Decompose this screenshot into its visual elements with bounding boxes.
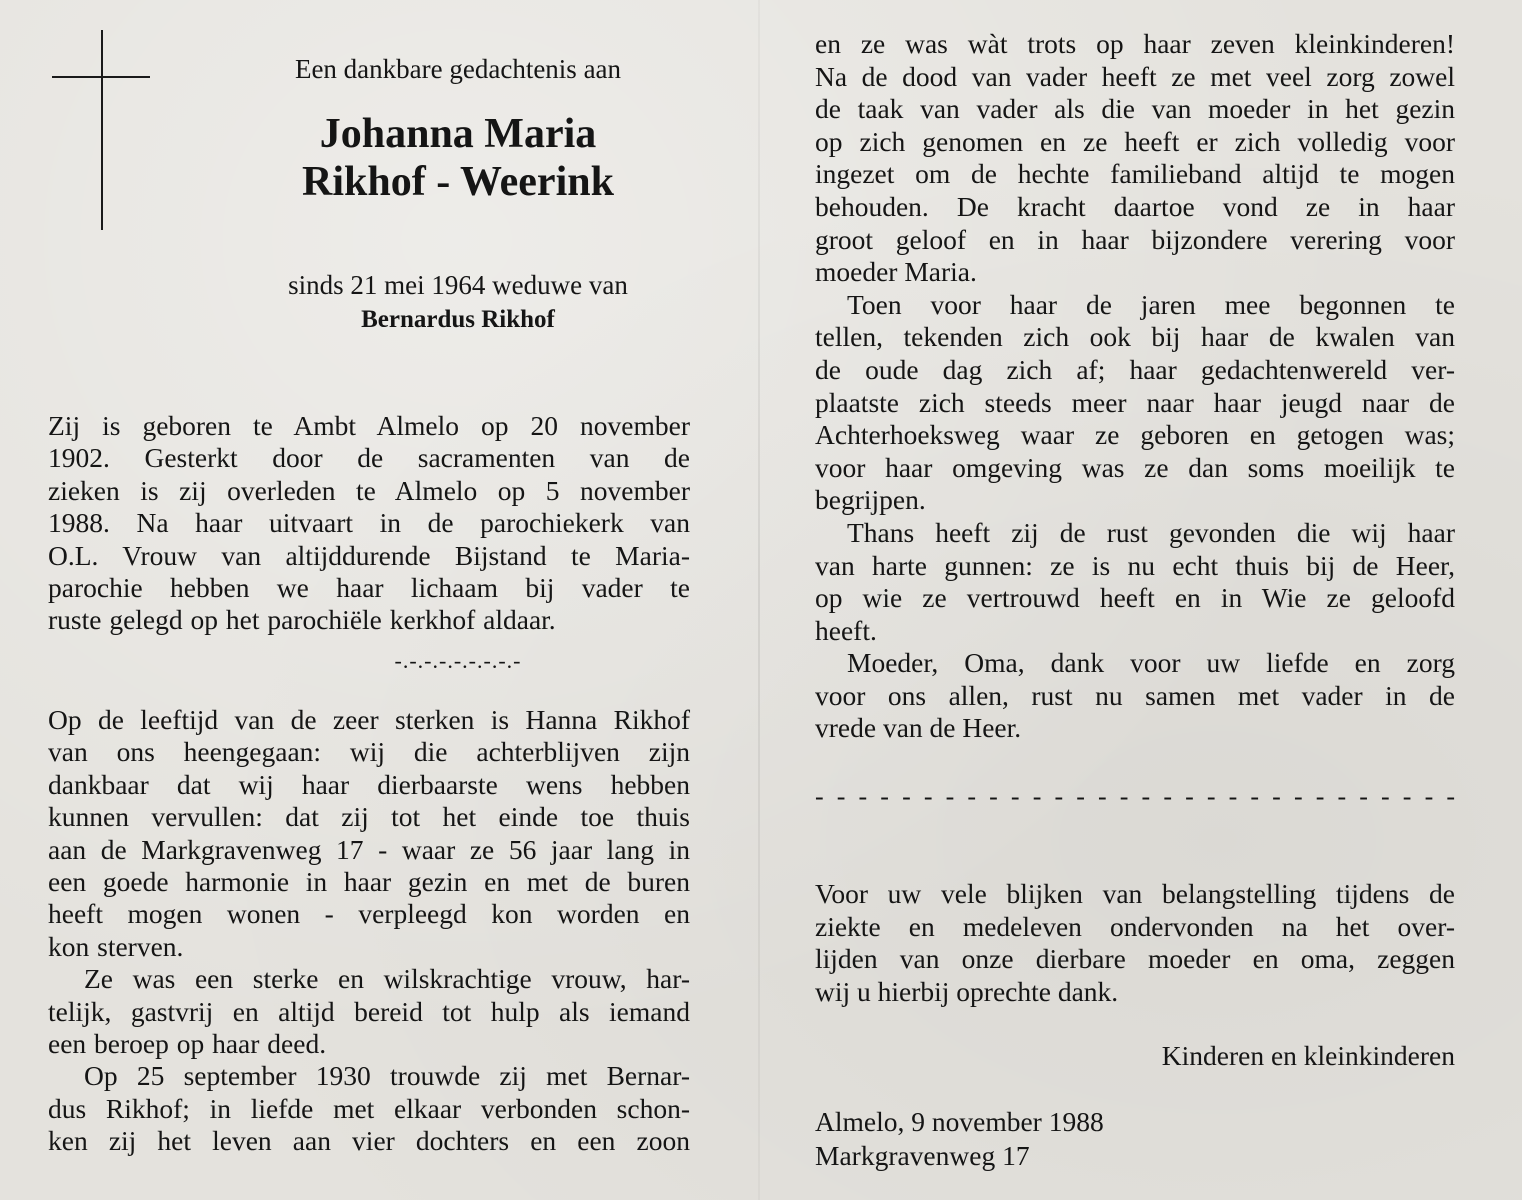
- text-line: dus Rikhof; in liefde met elkaar verbonden schon-: [48, 1092, 690, 1124]
- text-line: voor haar omgeving was ze dan soms moeilijk te: [815, 451, 1455, 483]
- text-line: Thans heeft zij de rust gevonden die wij haar: [847, 516, 1455, 548]
- address: Markgravenweg 17: [815, 1140, 1030, 1171]
- text-line: tellen, tekenden zich ook bij haar de kwalen van: [815, 321, 1455, 353]
- text-line: ken zij het leven aan vier dochters en een zoon: [48, 1125, 690, 1157]
- deceased-name-last: Rikhof - Weerink: [302, 159, 614, 205]
- text-line: moeder Maria.: [815, 256, 977, 288]
- text-line: van harte gunnen: ze is nu echt thuis bij de Heer,: [815, 549, 1455, 581]
- text-line: dankbaar dat wij haar dierbaarste wens hebben: [48, 768, 690, 800]
- deceased-name-first: Johanna Maria: [319, 111, 597, 157]
- text-line: Toen voor haar de jaren mee begonnen te: [847, 288, 1455, 320]
- text-line: Ze was een sterke en wilskrachtige vrouw, har-: [84, 963, 690, 995]
- text-line: ruste gelegd op het parochiële kerkhof aldaar.: [48, 604, 556, 636]
- place-date: Almelo, 9 november 1988: [815, 1106, 1104, 1137]
- text-line: zieken is zij overleden te Almelo op 5 november: [48, 474, 690, 506]
- text-line: op zich genomen en ze heeft er zich volledig voor: [815, 125, 1455, 157]
- text-line: O.L. Vrouw van altijddurende Bijstand te Maria-: [48, 539, 690, 571]
- text-line: wij u hierbij oprechte dank.: [815, 975, 1119, 1007]
- text-line: ziekte en medeleven ondervonden na het over-: [815, 910, 1455, 942]
- text-line: kon sterven.: [48, 930, 184, 962]
- text-line: 1988. Na haar uitvaart in de parochiekerk van: [48, 507, 690, 539]
- text-line: een goede harmonie in haar gezin en met de buren: [48, 866, 690, 898]
- biography-paragraph: [48, 410, 690, 637]
- text-line: aan de Markgravenweg 17 - waar ze 56 jaar lang in: [48, 833, 690, 865]
- cross-icon: [101, 30, 103, 230]
- text-line: Op de leeftijd van de zeer sterken is Hanna Rikhof: [48, 704, 690, 735]
- text-line: een beroep op haar deed.: [48, 1028, 327, 1060]
- card-fold-line: [758, 0, 760, 1200]
- text-line: voor ons allen, rust nu samen met vader in de: [815, 679, 1455, 711]
- text-line: Op 25 september 1930 trouwde zij met Bernar-: [84, 1060, 690, 1092]
- text-line: telijk, gastvrij en altijd bereid tot hulp als iemand: [48, 995, 690, 1027]
- text-line: op wie ze vertrouwd heeft en in Wie ze geloofd: [815, 582, 1455, 614]
- husband-name: Bernardus Rikhof: [361, 306, 555, 333]
- thanks-paragraph: [815, 878, 1455, 1008]
- dashed-separator: - - - - - - - - - - - - - - - - - - - - - - - - - - - - - -: [815, 782, 1455, 811]
- family-signoff: Kinderen en kleinkinderen: [1161, 1040, 1455, 1071]
- place-and-address: [815, 1105, 1104, 1173]
- text-line: kunnen vervullen: dat zij tot het einde toe thuis: [48, 801, 690, 833]
- text-line: de taak van vader als die van moeder in het gezin: [815, 93, 1455, 125]
- intro-line: Een dankbare gedachtenis aan: [294, 54, 622, 84]
- text-line: en ze was wàt trots op haar zeven kleinkinderen!: [815, 28, 1455, 59]
- text-line: Na de dood van vader heeft ze met veel zorg zowel: [815, 60, 1455, 92]
- cross-icon-bar: [52, 76, 150, 78]
- text-line: Achterhoeksweg waar ze geboren en getogen was;: [815, 419, 1455, 451]
- text-line: Voor uw vele blijken van belangstelling tijdens de: [815, 878, 1455, 909]
- tribute-paragraph: [48, 704, 690, 1158]
- text-line: heeft.: [815, 614, 877, 646]
- text-line: plaatste zich steeds meer naar haar jeugd naar de: [815, 386, 1455, 418]
- separator-dots: -.-.-.-.-.-.-.-.-: [394, 648, 522, 673]
- text-line: ingezet om de hechte familieband altijd te mogen: [815, 158, 1455, 190]
- text-line: vrede van de Heer.: [815, 712, 1022, 744]
- widow-line: sinds 21 mei 1964 weduwe van: [288, 270, 628, 300]
- text-line: parochie hebben we haar lichaam bij vader te: [48, 572, 690, 604]
- text-line: Moeder, Oma, dank voor uw liefde en zorg: [847, 647, 1455, 679]
- tribute-continuation: [815, 28, 1455, 745]
- text-line: van ons heengegaan: wij die achterblijven zijn: [48, 736, 690, 768]
- text-line: 1902. Gesterkt door de sacramenten van de: [48, 442, 690, 474]
- text-line: de oude dag zich af; haar gedachtenwereld ver-: [815, 353, 1455, 385]
- text-line: Zij is geboren te Ambt Almelo op 20 november: [48, 410, 690, 441]
- text-line: heeft mogen wonen - verpleegd kon worden en: [48, 898, 690, 930]
- text-line: lijden van onze dierbare moeder en oma, zeggen: [815, 943, 1455, 975]
- text-line: begrijpen.: [815, 484, 926, 516]
- text-line: groot geloof en in haar bijzondere verering voor: [815, 223, 1455, 255]
- text-line: behouden. De kracht daartoe vond ze in haar: [815, 190, 1455, 222]
